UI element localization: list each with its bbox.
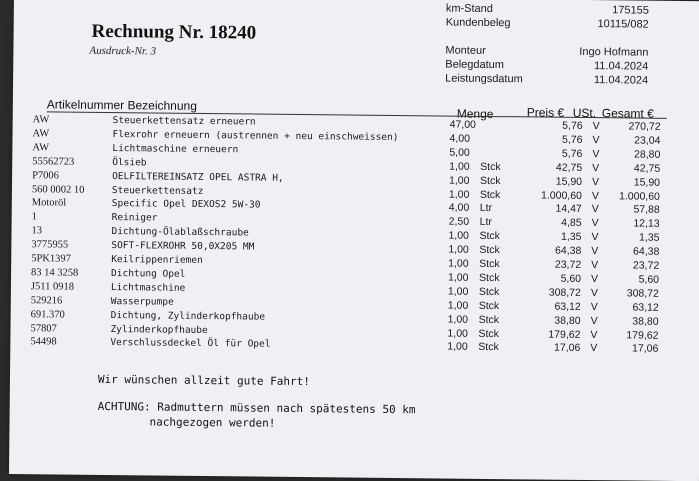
item-description: OELFILTEREINSATZ OPEL ASTRA H,: [112, 170, 284, 184]
unit-price: 17,06: [553, 342, 581, 355]
quantity: 2,50: [448, 215, 470, 229]
unit: Stck: [478, 285, 500, 298]
unit: Stck: [480, 160, 501, 173]
article-number: Motoröl: [31, 197, 67, 209]
item-description: Keilrippenriemen: [111, 254, 203, 266]
warning-text-line1: ACHTUNG: Radmuttern müssen nach spätestens 50 km: [97, 399, 416, 417]
article-number: P7006: [32, 169, 60, 182]
line-total: 15,90: [633, 176, 661, 189]
vat-code: V: [592, 161, 600, 174]
line-total: 270,72: [628, 120, 661, 133]
mechanic-label: Monteur: [445, 44, 486, 57]
unit-price: 23,72: [554, 258, 582, 271]
vat-code: V: [590, 328, 598, 341]
article-number: 5PK1397: [31, 253, 71, 265]
article-number: AW: [32, 128, 50, 140]
quantity: 1,00: [447, 327, 468, 340]
unit-price: 308,72: [548, 286, 581, 299]
column-header-total: Gesamt €: [601, 106, 654, 121]
line-total: 12,13: [633, 217, 660, 231]
line-total: 179,62: [626, 328, 659, 342]
line-total: 1.000,60: [618, 189, 660, 203]
unit-price: 38,80: [554, 314, 581, 327]
column-header-article: Artikelnummer Bezeichnung: [46, 97, 197, 113]
vat-code: V: [591, 231, 599, 244]
km-value: 175155: [612, 4, 649, 17]
vat-code: V: [591, 203, 599, 216]
service-date-label: Leistungsdatum: [445, 72, 523, 86]
unit-price: 5,60: [560, 272, 582, 285]
article-number: 13: [31, 225, 43, 237]
print-number: Ausdruck-Nr. 3: [89, 44, 157, 58]
vat-code: V: [591, 189, 599, 202]
article-number: 560 0002 10: [31, 183, 85, 196]
vat-code: V: [592, 133, 600, 147]
item-description: Verschlussdeckel Öl für Opel: [110, 337, 271, 351]
quantity: 1,00: [449, 160, 470, 173]
vat-code: V: [591, 245, 599, 258]
customer-doc-label: Kundenbeleg: [445, 16, 511, 30]
line-total: 63,12: [632, 301, 659, 314]
item-description: Reiniger: [111, 212, 158, 224]
line-total: 57,88: [633, 203, 660, 217]
column-header-vat: USt.: [572, 105, 597, 121]
unit-price: 5,76: [562, 119, 583, 132]
unit-price: 179,62: [548, 328, 581, 341]
mechanic-value: Ingo Hofmann: [579, 45, 649, 59]
line-total: 17,06: [631, 342, 659, 356]
unit-price: 15,90: [555, 175, 583, 188]
item-description: Flexrohr erneuern (austrennen + neu einschweissen): [112, 128, 399, 143]
item-description: Steuerkettensatz erneuern: [112, 115, 256, 128]
article-number: 54498: [30, 336, 57, 348]
line-total: 64,38: [632, 245, 660, 258]
article-number: 57807: [30, 322, 57, 334]
item-description: Zylinderkopfhaube: [110, 323, 208, 336]
article-number: AW: [32, 141, 50, 154]
unit: Stck: [479, 243, 500, 257]
quantity: 1,00: [448, 257, 469, 270]
quantity: 4,00: [448, 201, 470, 215]
article-number: 3775955: [31, 239, 69, 251]
unit-price: 14,47: [555, 203, 582, 216]
line-total: 42,75: [633, 162, 661, 175]
item-description: Lichtmaschine: [110, 281, 186, 294]
item-description: Specific Opel DEXOS2 5W-30: [111, 198, 261, 211]
line-total: 38,80: [632, 315, 659, 328]
vat-code: V: [592, 175, 600, 188]
quantity: 5,00: [449, 146, 470, 159]
line-total: 5,60: [638, 273, 660, 286]
vat-code: V: [590, 314, 598, 327]
unit: Stck: [478, 327, 499, 340]
line-total: 23,72: [632, 259, 660, 272]
invoice-title: Rechnung Nr. 18240: [91, 20, 257, 44]
quantity: 1,00: [447, 340, 468, 354]
item-description: SOFT-FLEXROHR 50,0X205 MM: [111, 240, 255, 253]
greeting-text: Wir wünschen allzeit gute Fahrt!: [97, 372, 310, 389]
warning-text-line2: nachgezogen werden!: [149, 415, 276, 430]
vat-code: V: [591, 217, 599, 230]
unit: Ltr: [479, 202, 493, 215]
quantity: 4,00: [449, 132, 471, 145]
unit: Stck: [478, 341, 499, 354]
line-total: 1,35: [638, 231, 660, 244]
vat-code: V: [590, 342, 598, 355]
customer-doc-value: 10115/082: [597, 18, 649, 31]
line-total: 308,72: [626, 287, 659, 300]
quantity: 1,00: [448, 243, 469, 256]
unit-price: 63,12: [554, 300, 581, 313]
item-description: Lichtmaschine erneuern: [112, 142, 239, 156]
column-header-quantity: Menge: [456, 106, 494, 122]
item-description: Dichtung Opel: [111, 267, 186, 280]
unit-price: 1,35: [560, 230, 582, 244]
unit-price: 5,76: [561, 147, 583, 160]
unit: Stck: [478, 271, 500, 284]
unit: Stck: [479, 230, 500, 243]
quantity: 1,00: [449, 174, 470, 187]
unit: Ltr: [479, 216, 492, 229]
unit: Stck: [478, 299, 500, 312]
quantity: 1,00: [447, 285, 469, 298]
unit: Stck: [480, 174, 501, 187]
item-description: Ölsieb: [112, 156, 147, 169]
article-number: J511 0918: [30, 280, 75, 293]
vat-code: V: [590, 286, 598, 299]
line-total: 28,80: [634, 148, 661, 161]
doc-date-label: Belegdatum: [445, 58, 505, 72]
quantity: 1,00: [447, 313, 469, 326]
item-description: Steuerkettensatz: [111, 184, 204, 197]
unit-price: 1.000,60: [540, 189, 582, 202]
unit-price: 4,85: [561, 217, 582, 230]
unit: Stck: [479, 188, 501, 201]
unit-price: 64,38: [554, 244, 582, 258]
article-number: AW: [32, 114, 50, 126]
item-description: Wasserpumpe: [110, 295, 174, 308]
quantity: 1,00: [447, 299, 469, 312]
invoice-paper: [9, 0, 699, 481]
vat-code: V: [592, 120, 600, 133]
unit: Stck: [478, 313, 500, 326]
item-description: Dichtung, Zylinderkopfhaube: [110, 309, 266, 323]
article-number: 1: [31, 211, 37, 223]
unit: Stck: [479, 257, 500, 271]
article-number: 55562723: [32, 155, 75, 168]
vat-code: V: [591, 259, 599, 272]
quantity: 47,00: [449, 118, 476, 131]
article-number: 83 14 3258: [31, 267, 79, 279]
vat-code: V: [590, 300, 598, 313]
item-description: Dichtung-Ölablaßschraube: [111, 226, 249, 239]
quantity: 1,00: [447, 271, 469, 284]
column-header-price: Preis €: [526, 105, 565, 120]
unit-price: 42,75: [555, 161, 583, 174]
quantity: 1,00: [448, 229, 469, 242]
doc-date-value: 11.04.2024: [593, 60, 649, 73]
line-total: 23,04: [634, 134, 661, 147]
article-number: 529216: [30, 294, 63, 307]
unit-price: 5,76: [562, 133, 583, 146]
quantity: 1,00: [448, 188, 470, 201]
km-label: km-Stand: [445, 2, 494, 16]
vat-code: V: [592, 147, 600, 160]
vat-code: V: [590, 272, 599, 286]
service-date-value: 11.04.2024: [593, 74, 649, 87]
article-number: 691.370: [30, 308, 65, 321]
